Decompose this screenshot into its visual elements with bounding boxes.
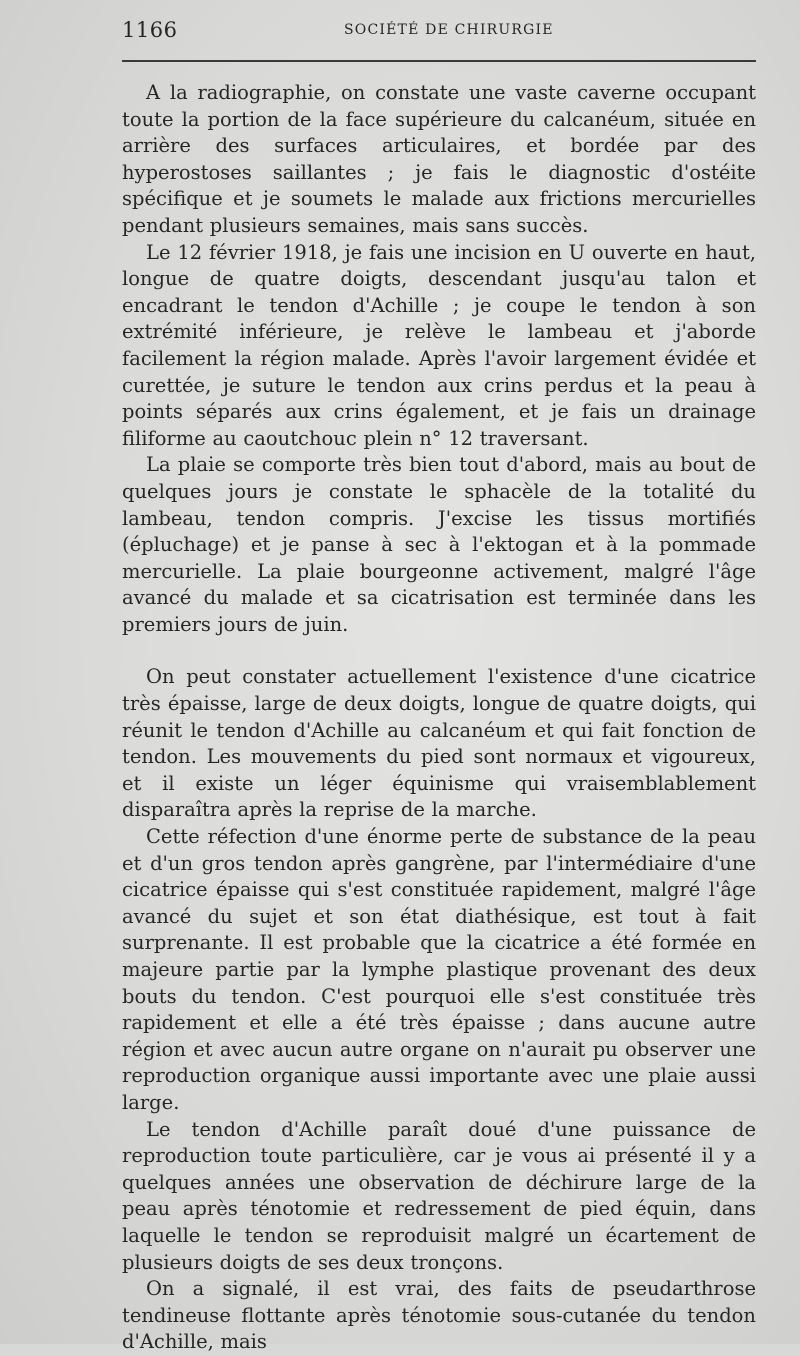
paragraph: On a signalé, il est vrai, des faits de pseudarthrose tendineuse flottante après ténotomie sous-cutanée du tendon d'Achille, mais bbox=[122, 1277, 756, 1354]
body-text bbox=[122, 80, 756, 1356]
paragraph: Le tendon d'Achille paraît doué d'une puissance de reproduction toute particulière, car je vous ai présenté il y a quelques années une observation de déchirure large de la peau après ténotomie et redressement de pied équin, dans laquelle le tendon se reproduisit malgré un écartement de plusieurs doigts de ses deux tronçons. bbox=[122, 1117, 756, 1274]
running-head: SOCIÉTÉ DE CHIRURGIE bbox=[344, 22, 554, 38]
paragraph: A la radiographie, on constate une vaste caverne occupant toute la portion de la face supérieure du calcanéum, située en arrière des surfaces articulaires, et bordée par des hyperostoses saillantes ; je fais le diagnostic d'ostéite spécifique et je soumets le malade aux frictions mercurielles pendant plusieurs semaines, mais sans succès. bbox=[122, 81, 756, 237]
page-number: 1166 bbox=[122, 18, 178, 42]
paragraph: Le 12 février 1918, je fais une incision en U ouverte en haut, longue de quatre doigts, descendant jusqu'au talon et encadrant le tendon d'Achille ; je coupe le tendon à son extrémité inférieure, je relève le lambeau et j'aborde facilement la région malade. Après l'avoir largement évidée et curettée, je suture le tendon aux crins perdus et la peau à points séparés aux crins également, et je fais un drainage filiforme au caoutchouc plein n° 12 traversant. bbox=[122, 240, 756, 450]
page-header bbox=[122, 18, 756, 44]
paragraph: On peut constater actuellement l'existence d'une cicatrice très épaisse, large de deux doigts, longue de quatre doigts, qui réunit le tendon d'Achille au calcanéum et qui fait fonction de tendon. Les mouvements du pied sont normaux et vigoureux, et il existe un léger équinisme qui vraisemblablement disparaîtra après la reprise de la marche. bbox=[122, 665, 756, 822]
paragraph: La plaie se comporte très bien tout d'abord, mais au bout de quelques jours je constate le sphacèle de la totalité du lambeau, tendon compris. J'excise les tissus mortifiés (épluchage) et je panse à sec à l'ektogan et à la pommade mercurielle. La plaie bourgeonne activement, malgré l'âge avancé du malade et sa cicatrisation est terminée dans les premiers jours de juin. bbox=[122, 453, 756, 636]
paragraph-gap bbox=[122, 638, 756, 664]
header-rule bbox=[122, 60, 756, 62]
paragraph: Cette réfection d'une énorme perte de substance de la peau et d'un gros tendon après gangrène, par l'intermédiaire d'une cicatrice épaisse qui s'est constituée rapidement, malgré l'âge avancé du sujet et son état diathésique, est tout à fait surprenante. Il est probable que la cicatrice a été formée en majeure partie par la lymphe plastique provenant des deux bouts du tendon. C'est pourquoi elle s'est constituée très rapidement et elle a été très épaisse ; dans aucune autre région et avec aucun autre organe on n'aurait pu observer une reproduction organique aussi importante avec une plaie aussi large. bbox=[122, 825, 756, 1114]
